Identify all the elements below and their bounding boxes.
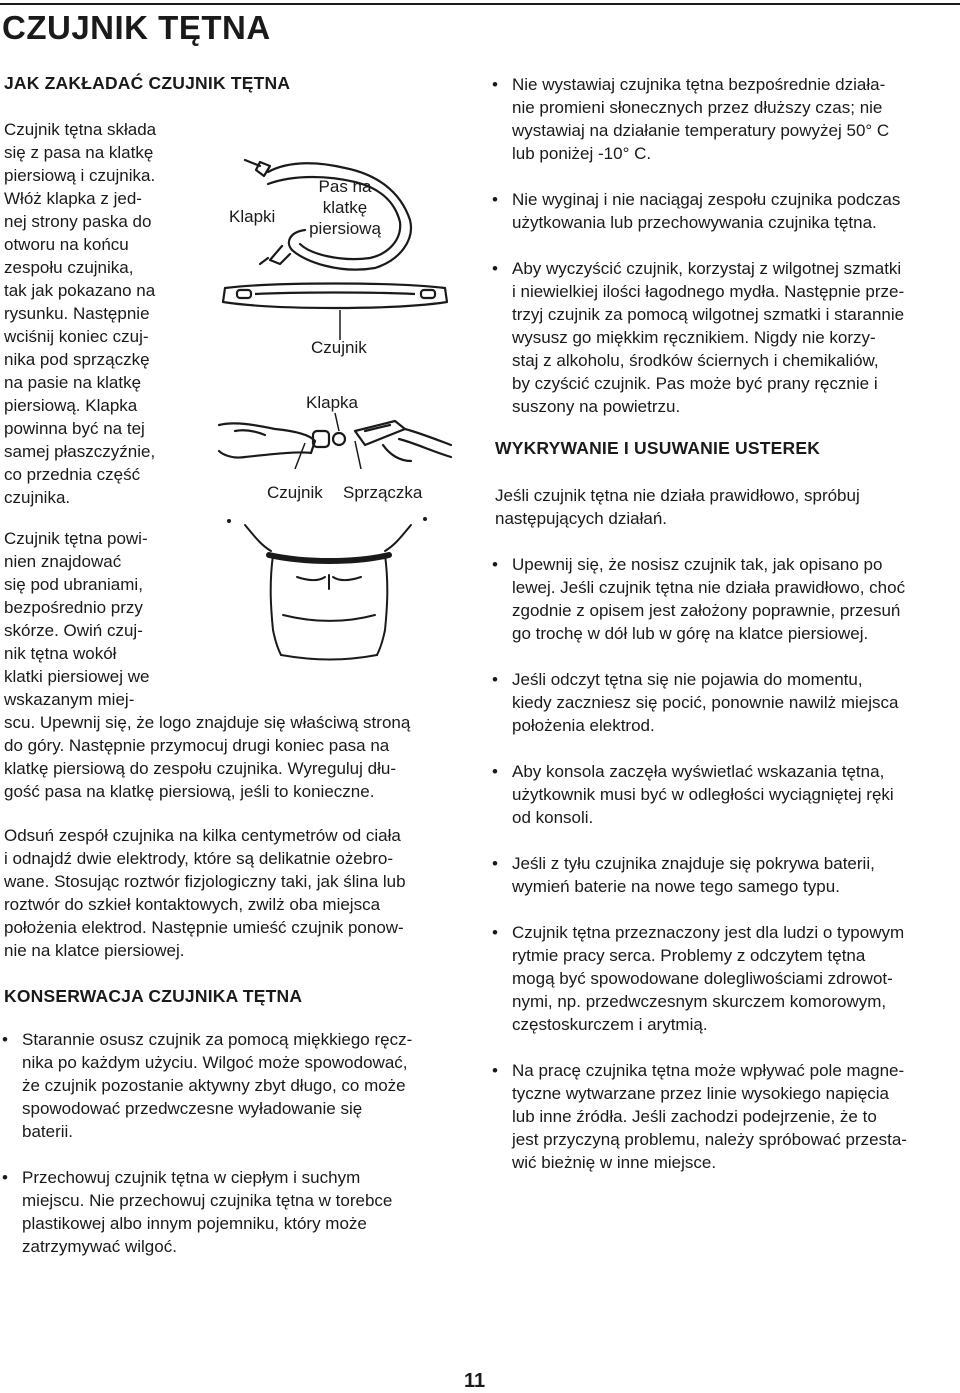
text-line: tak jak pokazano na [4, 281, 156, 300]
text-line: powinna być na tej [4, 419, 145, 438]
list-item: • Aby wyczyścić czujnik, korzystaj z wilgotnej szmatki i niewielkiej ilości łagodnego mydła. Następnie prze- trzyj czujnik za pomocą wilgotnej szmatki i starannie wysusz go miękkim ręcznikiem. Nigdy nie korzy- staj z alkoholu, środków ściernych i chemikaliów, by czyścić czujnik. Pas może być prany ręcznie i suszony na powietrzu. [490, 257, 960, 418]
care-list [490, 73, 960, 418]
text-line: scu. Upewnij się, że logo znajduje się właściwą stroną [4, 713, 411, 732]
text-line: na pasie na klatkę [4, 373, 142, 392]
text-line: gość pasa na klatkę piersiową, jeśli to konieczne. [4, 782, 375, 801]
text-line: wciśnij koniec czuj- [4, 327, 149, 346]
text-line: nie na klatce piersiowej. [4, 941, 185, 960]
text-line: rysunku. Następnie [4, 304, 150, 323]
text-line: zespołu czujnika, [4, 258, 134, 277]
wearing-paragraph-1 [4, 118, 156, 509]
label-czujnik-bottom: Czujnik [267, 483, 323, 502]
list-item: • Na pracę czujnika tętna może wpływać pole magne- tyczne wytwarzane przez linie wysokiego napięcia lub inne źródła. Jeśli zachodzi podejrzenie, że to jest przyczyną problemu, należy spróbować przesta- wić bieżnię w inne miejsce. [490, 1059, 960, 1174]
torso-illustration [225, 515, 435, 660]
text-line: klatki piersiowej we [4, 667, 150, 686]
list-item: • Jeśli z tyłu czujnika znajduje się pokrywa baterii, wymień baterie na nowe tego samego typu. [490, 852, 960, 898]
text-line: klatkę piersiową do zespołu czujnika. Wyreguluj dłu- [4, 759, 396, 778]
text-line: otworu na końcu [4, 235, 129, 254]
text-line: się z pasa na klatkę [4, 143, 154, 162]
troubleshooting-list [490, 553, 960, 1174]
text-line: wskazanym miej- [4, 690, 135, 709]
text-line: co przednia część [4, 465, 141, 484]
text-line: do góry. Następnie przymocuj drugi koniec pasa na [4, 736, 390, 755]
text-line: piersiową. Klapka [4, 396, 138, 415]
text-line: nik tętna wokół [4, 644, 117, 663]
text-line: położenia elektrod. Następnie umieść czujnik ponow- [4, 918, 404, 937]
text-line: czujnika. [4, 488, 71, 507]
label-klapka: Klapka [306, 393, 358, 412]
section-heading-troubleshooting: WYKRYWANIE I USUWANIE USTEREK [495, 438, 821, 458]
text-line: roztwór do szkieł kontaktowych, zwilż oba miejsca [4, 895, 381, 914]
label-czujnik-top: Czujnik [311, 338, 367, 357]
text-line: Włóż klapka z jed- [4, 189, 142, 208]
text-line: samej płaszczyźnie, [4, 442, 156, 461]
label-pas-na-klatke: Pas na klatkę piersiową [309, 177, 381, 238]
text-line: bezpośrednio przy [4, 598, 143, 617]
label-klapki: Klapki [229, 207, 276, 226]
top-rule [0, 3, 960, 5]
text-line: się pod ubraniami, [4, 575, 143, 594]
list-item: • Upewnij się, że nosisz czujnik tak, jak opisano po lewej. Jeśli czujnik tętna nie działa prawidłowo, choć zgodnie z opisem jest założony poprawnie, przesuń go trochę w dół lub w górę na klatce piersiowej. [490, 553, 960, 645]
text-line: Czujnik tętna powi- [4, 529, 148, 548]
list-item: • Nie wystawiaj czujnika tętna bezpośrednie działa- nie promieni słonecznych przez dłuższy czas; nie wystawiaj na działanie temperatury powyżej 50° C lub poniżej -10° C. [490, 73, 960, 165]
section-heading-wearing: JAK ZAKŁADAĆ CZUJNIK TĘTNA [4, 73, 291, 93]
list-item: • Starannie osusz czujnik za pomocą miękkiego ręcz- nika po każdym użyciu. Wilgoć może spowodować, że czujnik pozostanie aktywny zbyt długo, co może spowodować przedwczesne wyładowanie się baterii. [0, 1028, 470, 1143]
list-item: • Nie wyginaj i nie naciągaj zespołu czujnika podczas użytkowania lub przechowywania czujnika tętna. [490, 188, 960, 234]
list-item: • Przechowuj czujnik tętna w ciepłym i suchym miejscu. Nie przechowuj czujnika tętna w torebce plastikowej albo innym pojemniku, który może zatrzymywać wilgoć. [0, 1166, 470, 1258]
text-line: Odsuń zespół czujnika na kilka centymetrów od ciała [4, 826, 401, 845]
page-number: 11 [464, 1370, 486, 1392]
wearing-paragraph-3 [4, 824, 406, 962]
label-sprzaczka: Sprzączka [343, 483, 423, 502]
text-line: nien znajdować [4, 552, 122, 571]
text-line: nej strony paska do [4, 212, 152, 231]
troubleshooting-intro: Jeśli czujnik tętna nie działa prawidłowo, spróbuj następujących działań. [495, 486, 860, 528]
text-line: nika pod sprzączkę [4, 350, 150, 369]
list-item: • Aby konsola zaczęła wyświetlać wskazania tętna, użytkownik musi być w odległości wyciągniętej ręki od konsoli. [490, 760, 960, 829]
list-item: • Czujnik tętna przeznaczony jest dla ludzi o typowym rytmie pracy serca. Problemy z odczytem tętna mogą być spowodowane dolegliwościami zdrowot- nymi, np. przedwczesnym skurczem komorowym, częstoskurczem i arytmią. [490, 921, 960, 1036]
sensor-unit-illustration [215, 280, 455, 320]
text-line: Czujnik tętna składa [4, 120, 157, 139]
text-line: piersiową i czujnika. [4, 166, 156, 185]
text-line: wane. Stosując roztwór fizjologiczny taki, jak ślina lub [4, 872, 406, 891]
list-item: • Jeśli odczyt tętna się nie pojawia do momentu, kiedy zaczniesz się pocić, ponownie nawilż miejsca położenia elektrod. [490, 668, 960, 737]
maintenance-list [0, 1028, 470, 1258]
section-heading-maintenance: KONSERWACJA CZUJNIKA TĘTNA [4, 986, 303, 1006]
text-line: i odnajdź dwie elektrody, które są delikatnie ożebro- [4, 849, 394, 868]
text-line: skórze. Owiń czuj- [4, 621, 143, 640]
page-title: CZUJNIK TĘTNA [2, 9, 271, 46]
